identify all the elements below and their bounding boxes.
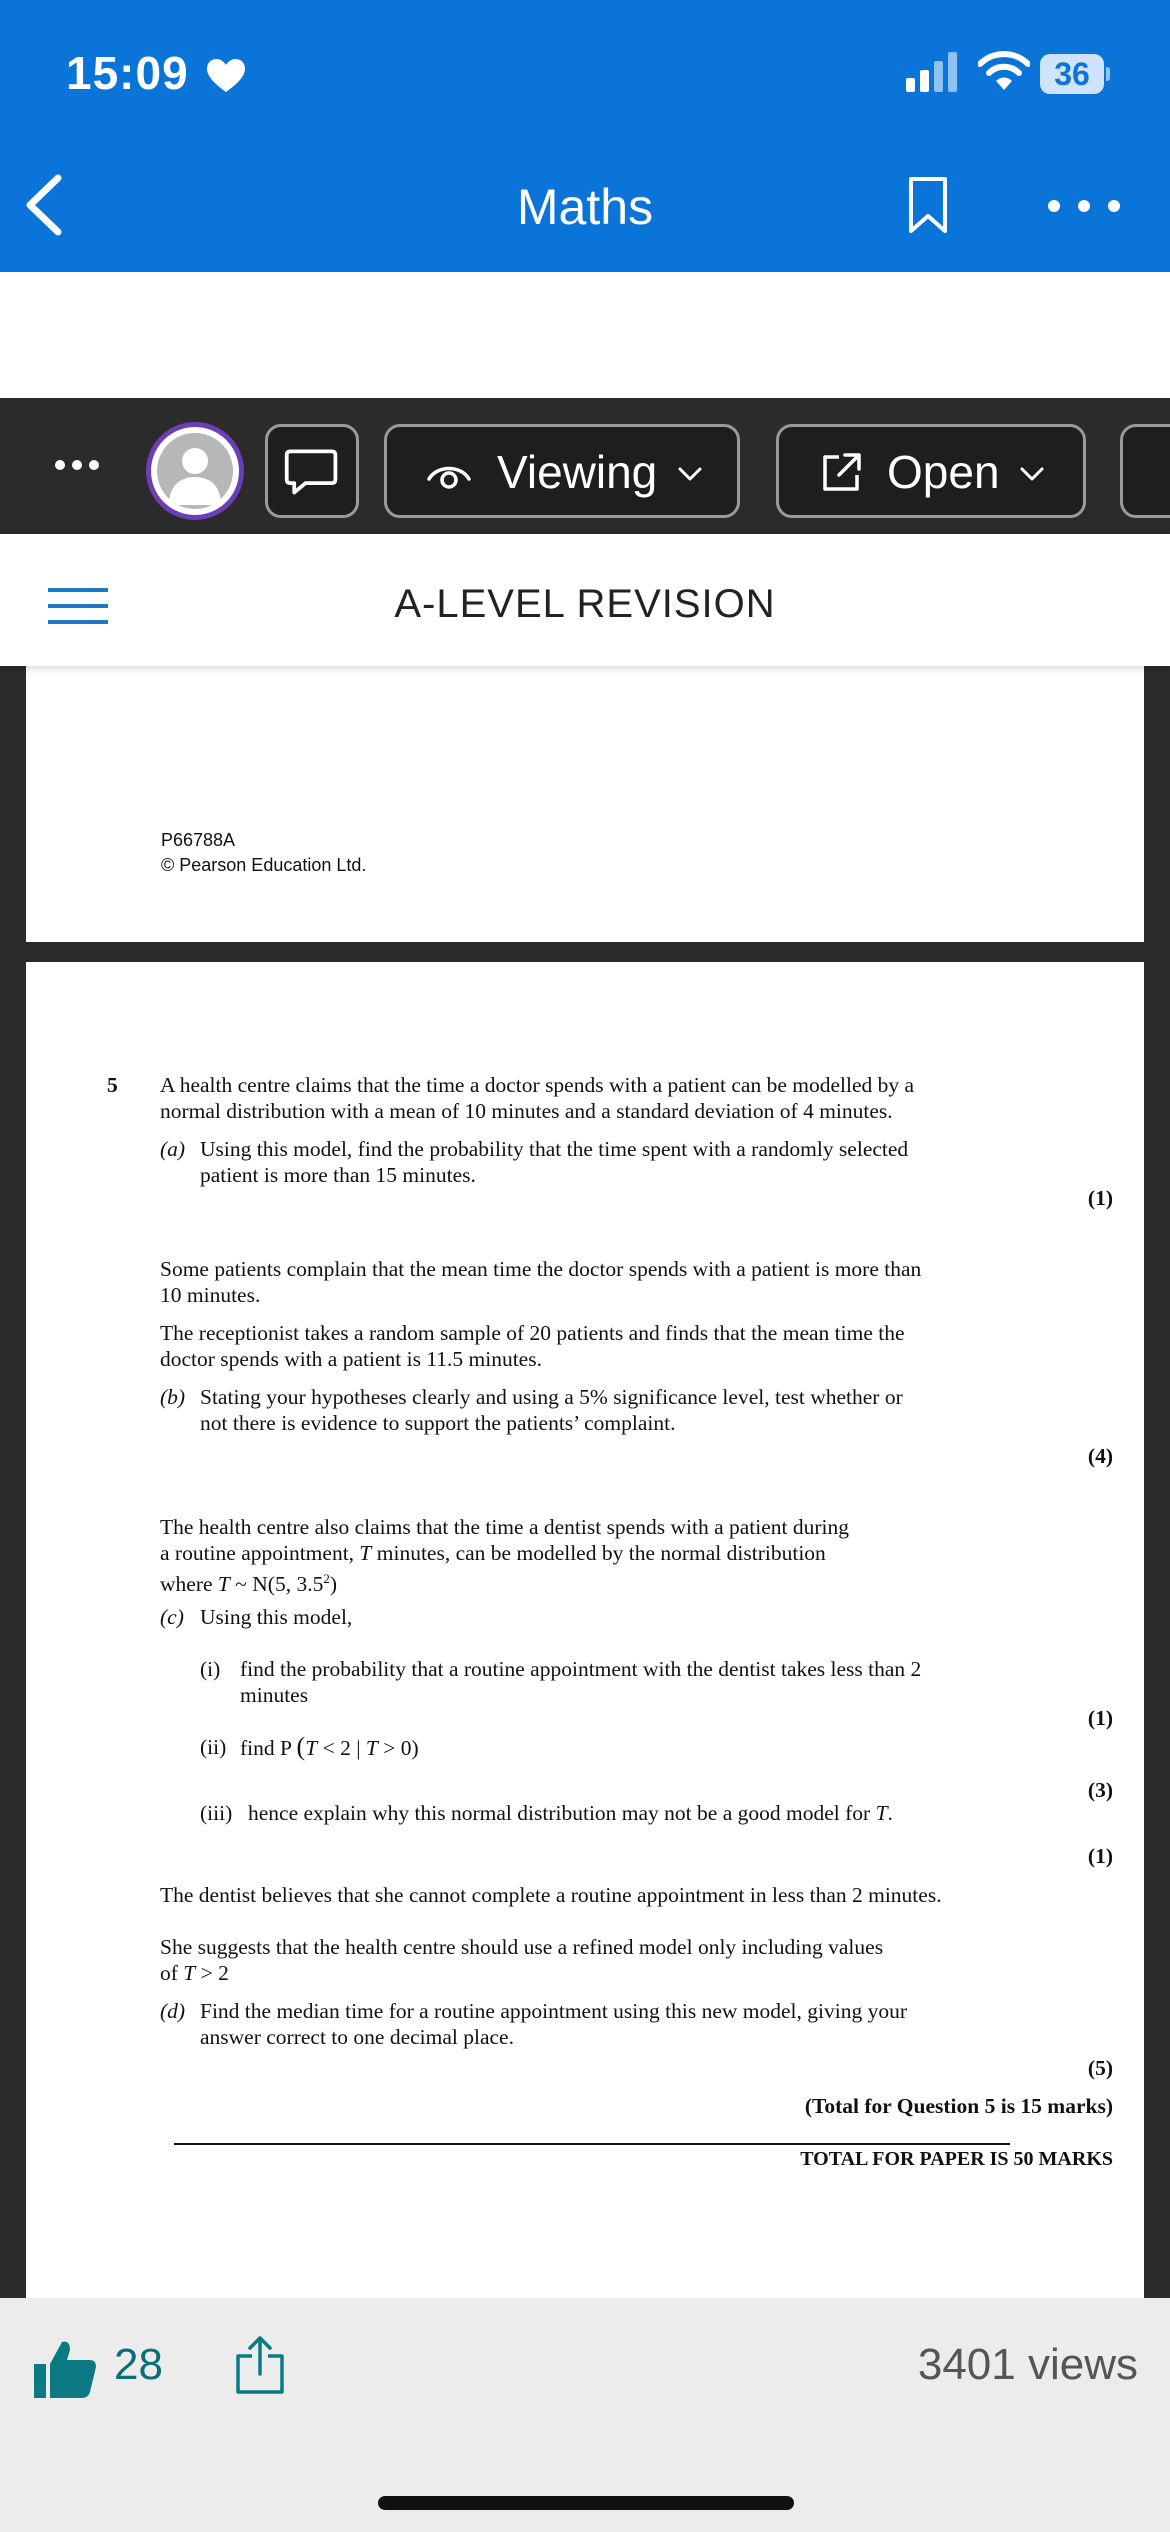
chevron-down-icon — [1019, 465, 1045, 483]
refined-model-text: She suggests that the health centre should use a refined model only including values of T > 2 — [160, 1935, 884, 1985]
chevron-down-icon — [677, 465, 703, 483]
thumbs-up-icon[interactable] — [32, 2338, 98, 2400]
paper-reference: P66788A © Pearson Education Ltd. — [161, 830, 367, 875]
view-count: 3401 views — [917, 2340, 1138, 2389]
part-ciii-text: hence explain why this normal distribution may not be a good model for T. — [248, 1801, 893, 1825]
like-count: 28 — [114, 2340, 163, 2389]
avatar[interactable] — [146, 422, 244, 520]
part-ciii-mark: (1) — [1087, 1844, 1113, 1868]
sample-text: The receptionist takes a random sample of 20 patients and finds that the mean time the doctor spends with a patient is 11.5 minutes. — [160, 1321, 905, 1371]
part-d-mark: (5) — [1087, 2056, 1113, 2080]
divider — [174, 2143, 1010, 2145]
viewing-mode-button[interactable] — [384, 424, 740, 518]
user-silhouette-icon — [157, 433, 233, 509]
part-c-label: (c) — [160, 1605, 184, 1629]
status-time: 15:09 — [66, 47, 189, 99]
part-ci-text: find the probability that a routine appointment with the dentist takes less than 2 minutes — [240, 1657, 922, 1707]
paper-total: TOTAL FOR PAPER IS 50 MARKS — [800, 2148, 1113, 2170]
app-header — [0, 0, 1170, 272]
battery-indicator — [1040, 54, 1110, 94]
part-ci-mark: (1) — [1087, 1706, 1113, 1730]
toolbar-more-icon[interactable] — [54, 458, 100, 472]
part-d-text: Find the median time for a routine appointment using this new model, giving your answer correct to one decimal place. — [200, 1999, 908, 2049]
comment-icon — [268, 427, 356, 515]
nav-title: Maths — [516, 179, 654, 235]
dentist-belief-text: The dentist believes that she cannot complete a routine appointment in less than 2 minutes. — [160, 1883, 942, 1907]
bookmark-icon[interactable] — [908, 176, 948, 234]
part-b-text: Stating your hypotheses clearly and using a 5% significance level, test whether or not there is evidence to support the patients’ complaint. — [200, 1385, 903, 1435]
open-label: Open — [887, 446, 1000, 498]
part-ci-label: (i) — [200, 1657, 221, 1681]
toolbar-overflow-button[interactable] — [1120, 424, 1170, 518]
section-header — [0, 534, 1170, 666]
wifi-icon — [978, 50, 1030, 92]
part-b-mark: (4) — [1087, 1444, 1113, 1468]
question-total: (Total for Question 5 is 15 marks) — [804, 2094, 1113, 2118]
section-title: A-LEVEL REVISION — [394, 582, 776, 626]
part-cii-text: find P (T < 2 | T > 0) — [240, 1732, 419, 1761]
part-a-text: Using this model, find the probability that the time spent with a randomly selected patient is more than 15 minutes. — [200, 1137, 909, 1187]
home-indicator[interactable] — [378, 2496, 794, 2510]
part-a-label: (a) — [160, 1137, 186, 1161]
question-number: 5 — [107, 1073, 118, 1097]
cellular-signal-icon — [906, 52, 960, 92]
part-b-label: (b) — [160, 1385, 186, 1409]
part-d-label: (d) — [160, 1999, 186, 2023]
share-icon[interactable] — [234, 2334, 286, 2396]
part-cii-label: (ii) — [200, 1735, 227, 1759]
document-page — [26, 666, 1144, 942]
part-a-mark: (1) — [1087, 1186, 1113, 1210]
spacer — [0, 272, 1170, 398]
part-cii-mark: (3) — [1087, 1778, 1113, 1802]
viewing-label: Viewing — [497, 446, 658, 498]
question-intro: A health centre claims that the time a doctor spends with a patient can be modelled by a normal distribution with a mean of 10 minutes and a standard deviation of 4 minutes. — [160, 1073, 915, 1123]
more-options-icon[interactable] — [1046, 198, 1122, 214]
external-link-icon — [817, 449, 865, 497]
eye-icon — [425, 449, 473, 497]
document-viewer[interactable] — [0, 666, 1170, 2298]
comment-button[interactable] — [265, 424, 359, 518]
complaint-text: Some patients complain that the mean time the doctor spends with a patient is more than 10 minutes. — [160, 1257, 922, 1307]
open-in-app-button[interactable] — [776, 424, 1086, 518]
battery-level: 36 — [1040, 54, 1104, 94]
heart-icon — [206, 58, 246, 94]
part-ciii-label: (iii) — [200, 1801, 233, 1825]
part-c-text: Using this model, — [200, 1605, 353, 1629]
document-page — [26, 962, 1144, 2298]
dentist-text: The health centre also claims that the time a dentist spends with a patient during a routine appointment, T minutes, can be modelled by the normal distribution where T ~ N(5, $3.5^2$) — [160, 1515, 849, 1597]
